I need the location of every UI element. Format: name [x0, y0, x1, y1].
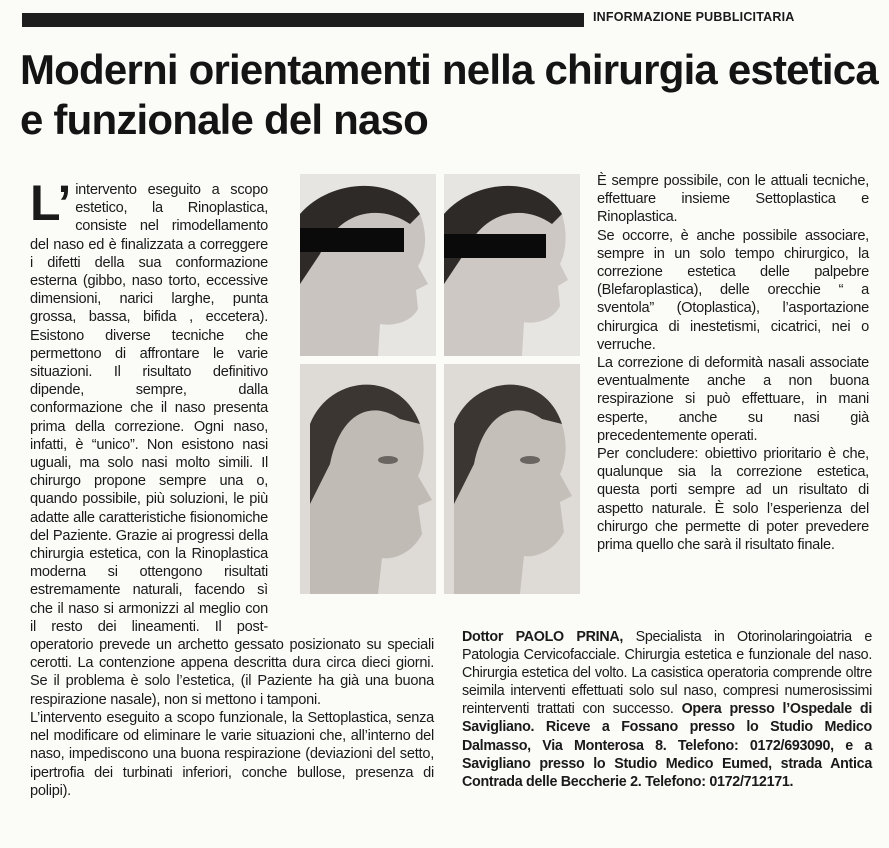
- photo-after-top: [444, 174, 580, 356]
- doctor-bio: [462, 628, 872, 791]
- doctor-description: Specialista in Otorinolaringoiatria e Patologia Cervicofacciale. Chirurgia estetica e funzionale del naso. Chirurgia estetica del volto. La casistica operatoria comprende oltre seimila interventi effettuati solo sul naso, compresi numerosissimi reinterventi trattati con successo.: [462, 629, 873, 718]
- photo-before-top: [300, 174, 436, 356]
- right-paragraph-3: La correzione di deformità nasali associate eventualmente anche a non buona respirazione si può effettuare, in mani esperte, anche su nasi già precedentemente operati.: [597, 355, 869, 444]
- left-paragraph-2: L’intervento eseguito a scopo funzionale, la Settoplastica, senza nel modificare od eliminare le varie situazioni che, all’interno del naso, impediscono una buona respirazione (deviazioni del setto, ipertrofia dei turbinati inferiori, conche bullose, presenza di polipi).: [30, 709, 434, 799]
- doctor-name: Dottor PAOLO PRINA,: [462, 629, 624, 645]
- photo-after-bottom: [444, 364, 580, 594]
- photo-grid: [300, 174, 580, 594]
- right-paragraph-2: Se occorre, è anche possibile associare, sempre in un solo tempo chirurgico, la correzione estetica delle palpebre (Blefaroplastica), delle orecchie “ a sventola” (Otoplastica), l’asportazione chirurgica di inestetismi, cicatrici, nei o verruche.: [597, 227, 869, 353]
- left-paragraph-1-text: intervento eseguito a scopo estetico, la Rinoplastica, consiste nel rimodellamento del naso ed è finalizzata a correggere i difetti della sua conformazione esterna (gibbo, naso torto, eccessive dimensioni, narici larghe, punta grossa, bassa, bifida , eccetera). Esistono diverse tecniche che permettono di affrontare le varie situazioni. Il risultato definitivo dipende, sempre, dalla conformazione che il naso presenta prima della correzione. Ogni naso, infatti, è “unico”. Non esistono nasi uguali, ma solo nasi molto simili. Il chirurgo propone sempre una o, quando possibile, più soluzioni, le più adatte alle caratteristiche fisionomiche del Paziente. Grazie ai progressi della chirurgia estetica, con la Rinoplastica moderna si ottengono risultati estremamente naturali, facendo sì che il naso si armonizzi al meglio con il resto dei lineamenti. Il post-operatorio prevede un archetto gessato posizionato su speciali cerotti. La contenzione appena descritta dura circa dieci giorni. Se il problema è solo l’estetica, (il Paziente ha già una buona respirazione nasale), non si mettono i tamponi.: [30, 182, 434, 708]
- header-bar: [22, 13, 584, 27]
- drop-cap: L’: [30, 175, 72, 231]
- doctor-contact: Opera presso l’Ospedale di Savigliano. Riceve a Fossano presso lo Studio Medico Dalmasso, Via Monterosa 8. Telefono: 0172/693090, e a Savigliano presso lo Studio Medico Eumed, strada Antica Contrada delle Beccherie 2. Telefono: 0172/712171.: [462, 701, 872, 790]
- article-title: Moderni orientamenti nella chirurgia estetica e funzionale del naso: [20, 46, 878, 143]
- section-label: INFORMAZIONE PUBBLICITARIA: [593, 10, 795, 24]
- right-paragraph-4: Per concludere: obiettivo prioritario è che, qualunque sia la correzione estetica, questa porti sempre ad un risultato di aspetto naturale. È solo l’esperienza del chirurgo che permette di poter prevedere prima quello che sarà il risultato finale.: [597, 446, 869, 554]
- right-paragraph-1: È sempre possibile, con le attuali tecniche, effettuare insieme Settoplastica e Rinoplastica.: [597, 173, 869, 226]
- photo-before-bottom: [300, 364, 436, 594]
- right-column: [597, 172, 869, 554]
